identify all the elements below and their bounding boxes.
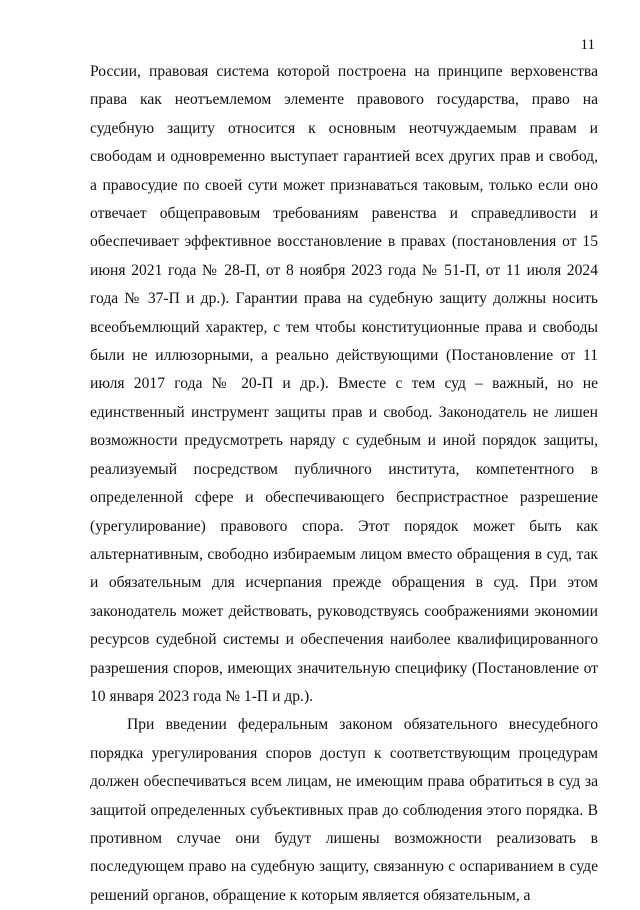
page-number: 11 — [580, 37, 595, 53]
document-body — [90, 58, 598, 910]
paragraph-1: России, правовая система которой построена на принципе верховенства права как неотъемлемом элементе правового государства, право на судебную защиту относится к основным неотчуждаемым правам и свободам и одновременно выступает гарантией всех других прав и свобод, а правосудие по своей сути может признаваться таковым, только если оно отвечает общеправовым требованиям равенства и справедливости и обеспечивает эффективное восстановление в правах (постановления от 15 июня 2021 года № 28-П, от 8 ноября 2023 года № 51-П, от 11 июля 2024 года № 37-П и др.). Гарантии права на судебную защиту должны носить всеобъемлющий характер, с тем чтобы конституционные права и свободы были не иллюзорными, а реально действующими (Постановление от 11 июля 2017 года № 20-П и др.). Вместе с тем суд – важный, но не единственный инструмент защиты прав и свобод. Законодатель не лишен возможности предусмотреть наряду с судебным и иной порядок защиты, реализуемый посредством публичного института, компетентного в определенной сфере и обеспечивающего беспристрастное разрешение (урегулирование) правового спора. Этот порядок может быть как альтернативным, свободно избираемым лицом вместо обращения в суд, так и обязательным для исчерпания прежде обращения в суд. При этом законодатель может действовать, руководствуясь соображениями экономии ресурсов судебной системы и обеспечения наиболее квалифицированного разрешения споров, имеющих значительную специфику (Постановление от 10 января 2023 года № 1-П и др.). — [90, 63, 598, 705]
paragraph-2: При введении федеральным законом обязательного внесудебного порядка урегулирования споров доступ к соответствующим процедурам должен обеспечиваться всем лицам, не имеющим права обратиться в суд за защитой определенных субъективных прав до соблюдения этого порядка. В противном случае они будут лишены возможности реализовать в последующем право на судебную защиту, связанную с оспариванием в суде решений органов, обращение к которым является обязательным, а — [90, 716, 598, 904]
